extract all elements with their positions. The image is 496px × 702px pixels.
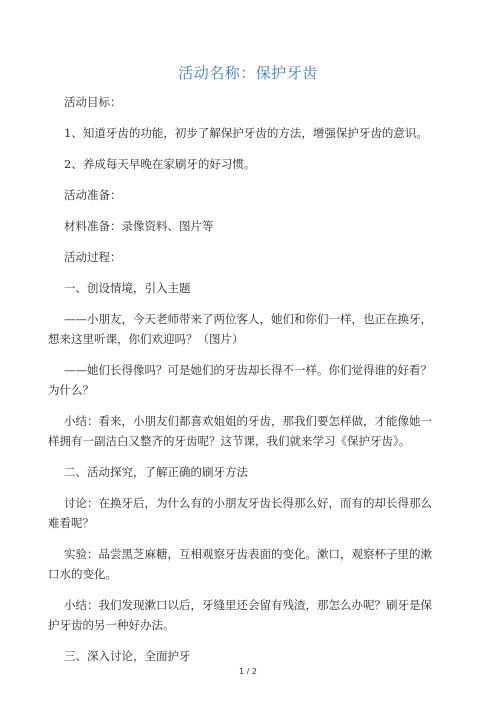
paragraph-process-heading: 活动过程： bbox=[64, 250, 122, 264]
page-title: 活动名称：保护牙齿 bbox=[178, 64, 318, 82]
paragraph-goal-1: 1、知道牙齿的功能，初步了解保护牙齿的方法，增强保护牙齿的意识。 bbox=[64, 126, 428, 140]
paragraph-materials: 材料准备：录像资料、图片等 bbox=[64, 219, 214, 233]
paragraph-section-1: 一、创设情境，引入主题 bbox=[64, 281, 191, 295]
paragraph-prep-heading: 活动准备： bbox=[64, 188, 122, 202]
document-body bbox=[48, 92, 436, 677]
paragraph-goal-2: 2、养成每天早晚在家刷牙的好习惯。 bbox=[64, 157, 256, 171]
paragraph-experiment: 实验：品尝黑芝麻糖，互相观察牙齿表面的变化。漱口，观察杯子里的漱口水的变化。 bbox=[48, 547, 432, 581]
paragraph-summary-1: 小结：看来，小朋友们都喜欢姐姐的牙齿，那我们要怎样做，才能像她一样拥有一副洁白又整齐的牙齿呢？这节课，我们就来学习《保护牙齿》。 bbox=[48, 414, 432, 448]
paragraph-summary-2: 小结：我们发现漱口以后，牙缝里还会留有残渣，那怎么办呢？刷牙是保护牙齿的另一种好办法。 bbox=[48, 598, 432, 632]
paragraph-section-2: 二、活动探究，了解正确的刷牙方法 bbox=[64, 465, 248, 479]
paragraph-dialog-1: ——小朋友，今天老师带来了两位客人，她们和你们一样，也正在换牙，想来这里听课，你们欢迎吗？（图片） bbox=[48, 312, 432, 346]
paragraph-section-3: 三、深入讨论，全面护牙 bbox=[64, 649, 191, 663]
page-number: 1 / 2 bbox=[239, 667, 257, 676]
paragraph-goals-heading: 活动目标： bbox=[64, 95, 122, 109]
paragraph-discussion: 讨论：在换牙后，为什么有的小朋友牙齿长得那么好，而有的却长得那么难看呢？ bbox=[48, 496, 432, 530]
paragraph-dialog-2: ——她们长得像吗？可是她们的牙齿却长得不一样。你们觉得谁的好看？为什么？ bbox=[48, 363, 432, 397]
